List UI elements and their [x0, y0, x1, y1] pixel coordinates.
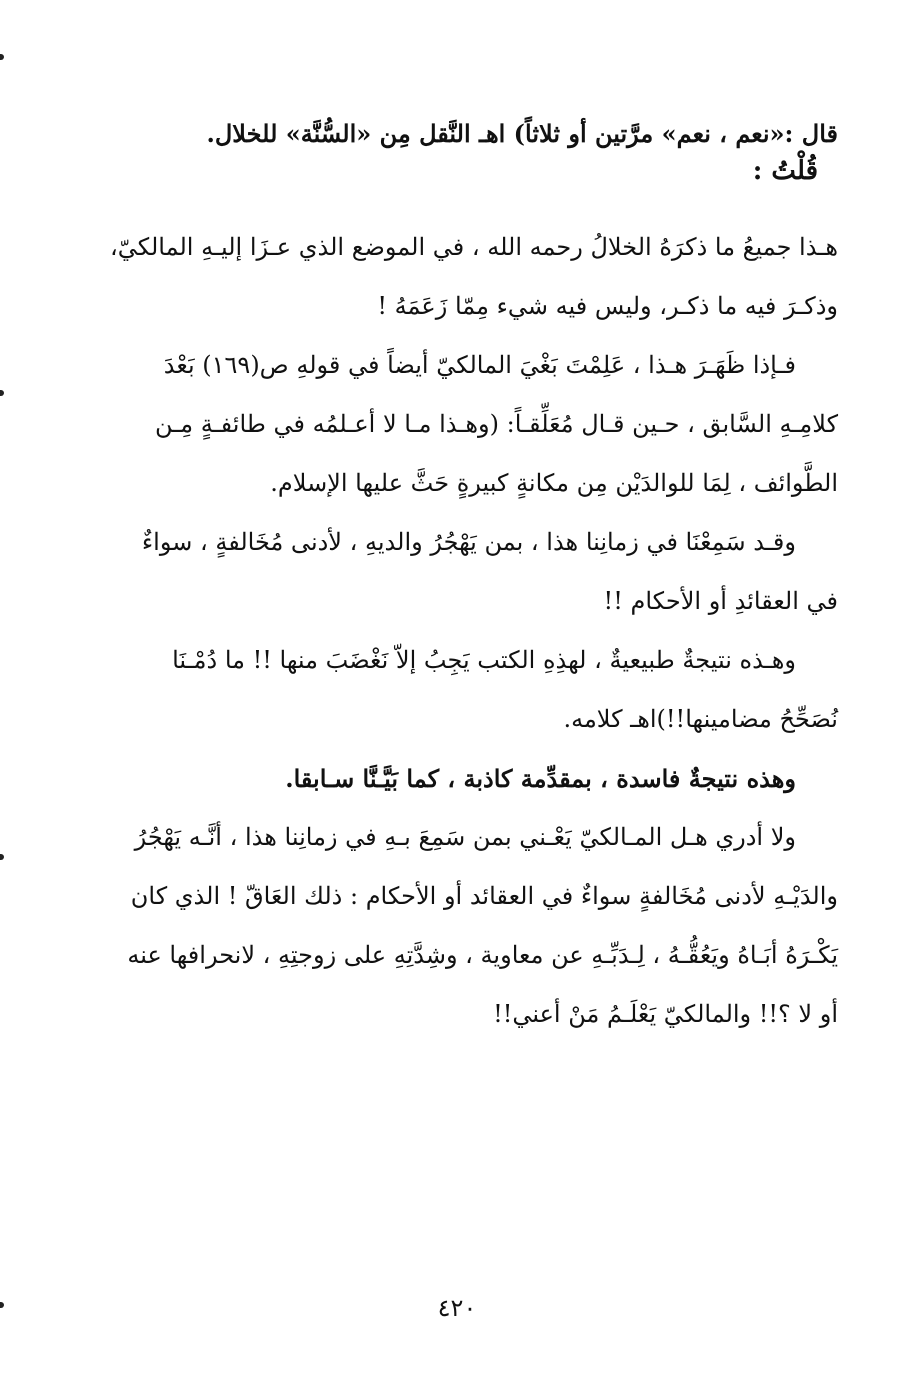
text-line: أو لا ؟!! والمالكيّ يَعْلَـمُ مَنْ أعني!! — [493, 1000, 838, 1028]
margin-mark — [0, 390, 4, 396]
text-line: قال :«نعم ، نعم» مرَّتين أو ثلاثاً) اهـ النَّقل مِن «السُّنَّة» للخلال. — [206, 119, 838, 148]
text-line: وقـد سَمِعْنَا في زمانِنا هذا ، بمن يَهْجُرُ والديهِ ، لأدنى مُخَالفةٍ ، سواءٌ — [141, 528, 796, 556]
text-line: فـإذا ظَهَـرَ هـذا ، عَلِمْتَ بَغْيَ المالكيّ أيضاً في قولهِ ص(١٦٩) بَعْدَ — [163, 351, 796, 379]
text-line: وهذه نتيجةٌ فاسدة ، بمقدِّمة كاذبة ، كما بَيَّـنَّا سـابقا. — [285, 764, 796, 793]
text-line: الطَّوائف ، لِمَا للوالدَيْن مِن مكانةٍ كبيرةٍ حَثَّ عليها الإسلام. — [270, 469, 838, 497]
text-line: كلامِـهِ السَّابق ، حـين قـال مُعَلِّقـاً: (وهـذا مـا لا أعـلمُه في طائفـةٍ مِـن — [154, 410, 838, 438]
page-text — [50, 118, 838, 192]
margin-mark — [0, 854, 4, 860]
text-line: ولا أدري هـل المـالكيّ يَعْـني بمن سَمِعَ بـهِ في زمانِنا هذا ، أنَّـه يَهْجُرُ — [134, 823, 796, 851]
page-number: ٤٢٠ — [437, 1294, 477, 1322]
page-text — [50, 218, 838, 1044]
text-line: يَكْـرَهُ أبَـاهُ ويَعُقُّـهُ ، لِـدَبِّـهِ عن معاوية ، وشِدَّتِهِ على زوجتِهِ ، لانحرافها عنه — [127, 941, 838, 969]
section-heading: قُلْتُ : — [752, 156, 818, 186]
text-line: والدَيْـهِ لأدنى مُخَالفةٍ سواءٌ في العقائد أو الأحكام : ذلك العَاقّ ! الذي كان — [130, 882, 838, 910]
text-line: هـذا جميعُ ما ذكرَهُ الخلالُ رحمه الله ، في الموضع الذي عـزَا إليـهِ المالكيّ، — [109, 233, 838, 261]
text-line: وذكـرَ فيه ما ذكـر، وليس فيه شيء مِمّا زَعَمَهُ ! — [377, 292, 838, 320]
text-line: وهـذه نتيجةٌ طبيعيةٌ ، لهذِهِ الكتب يَجِبُ إلاّ نَغْضَبَ منها !! ما دُمْـنَا — [172, 646, 796, 674]
text-line: في العقائدِ أو الأحكام !! — [603, 587, 838, 615]
margin-mark — [0, 54, 4, 60]
text-line: نُصَحِّحُ مضامينها!!)اهـ كلامه. — [563, 705, 838, 733]
